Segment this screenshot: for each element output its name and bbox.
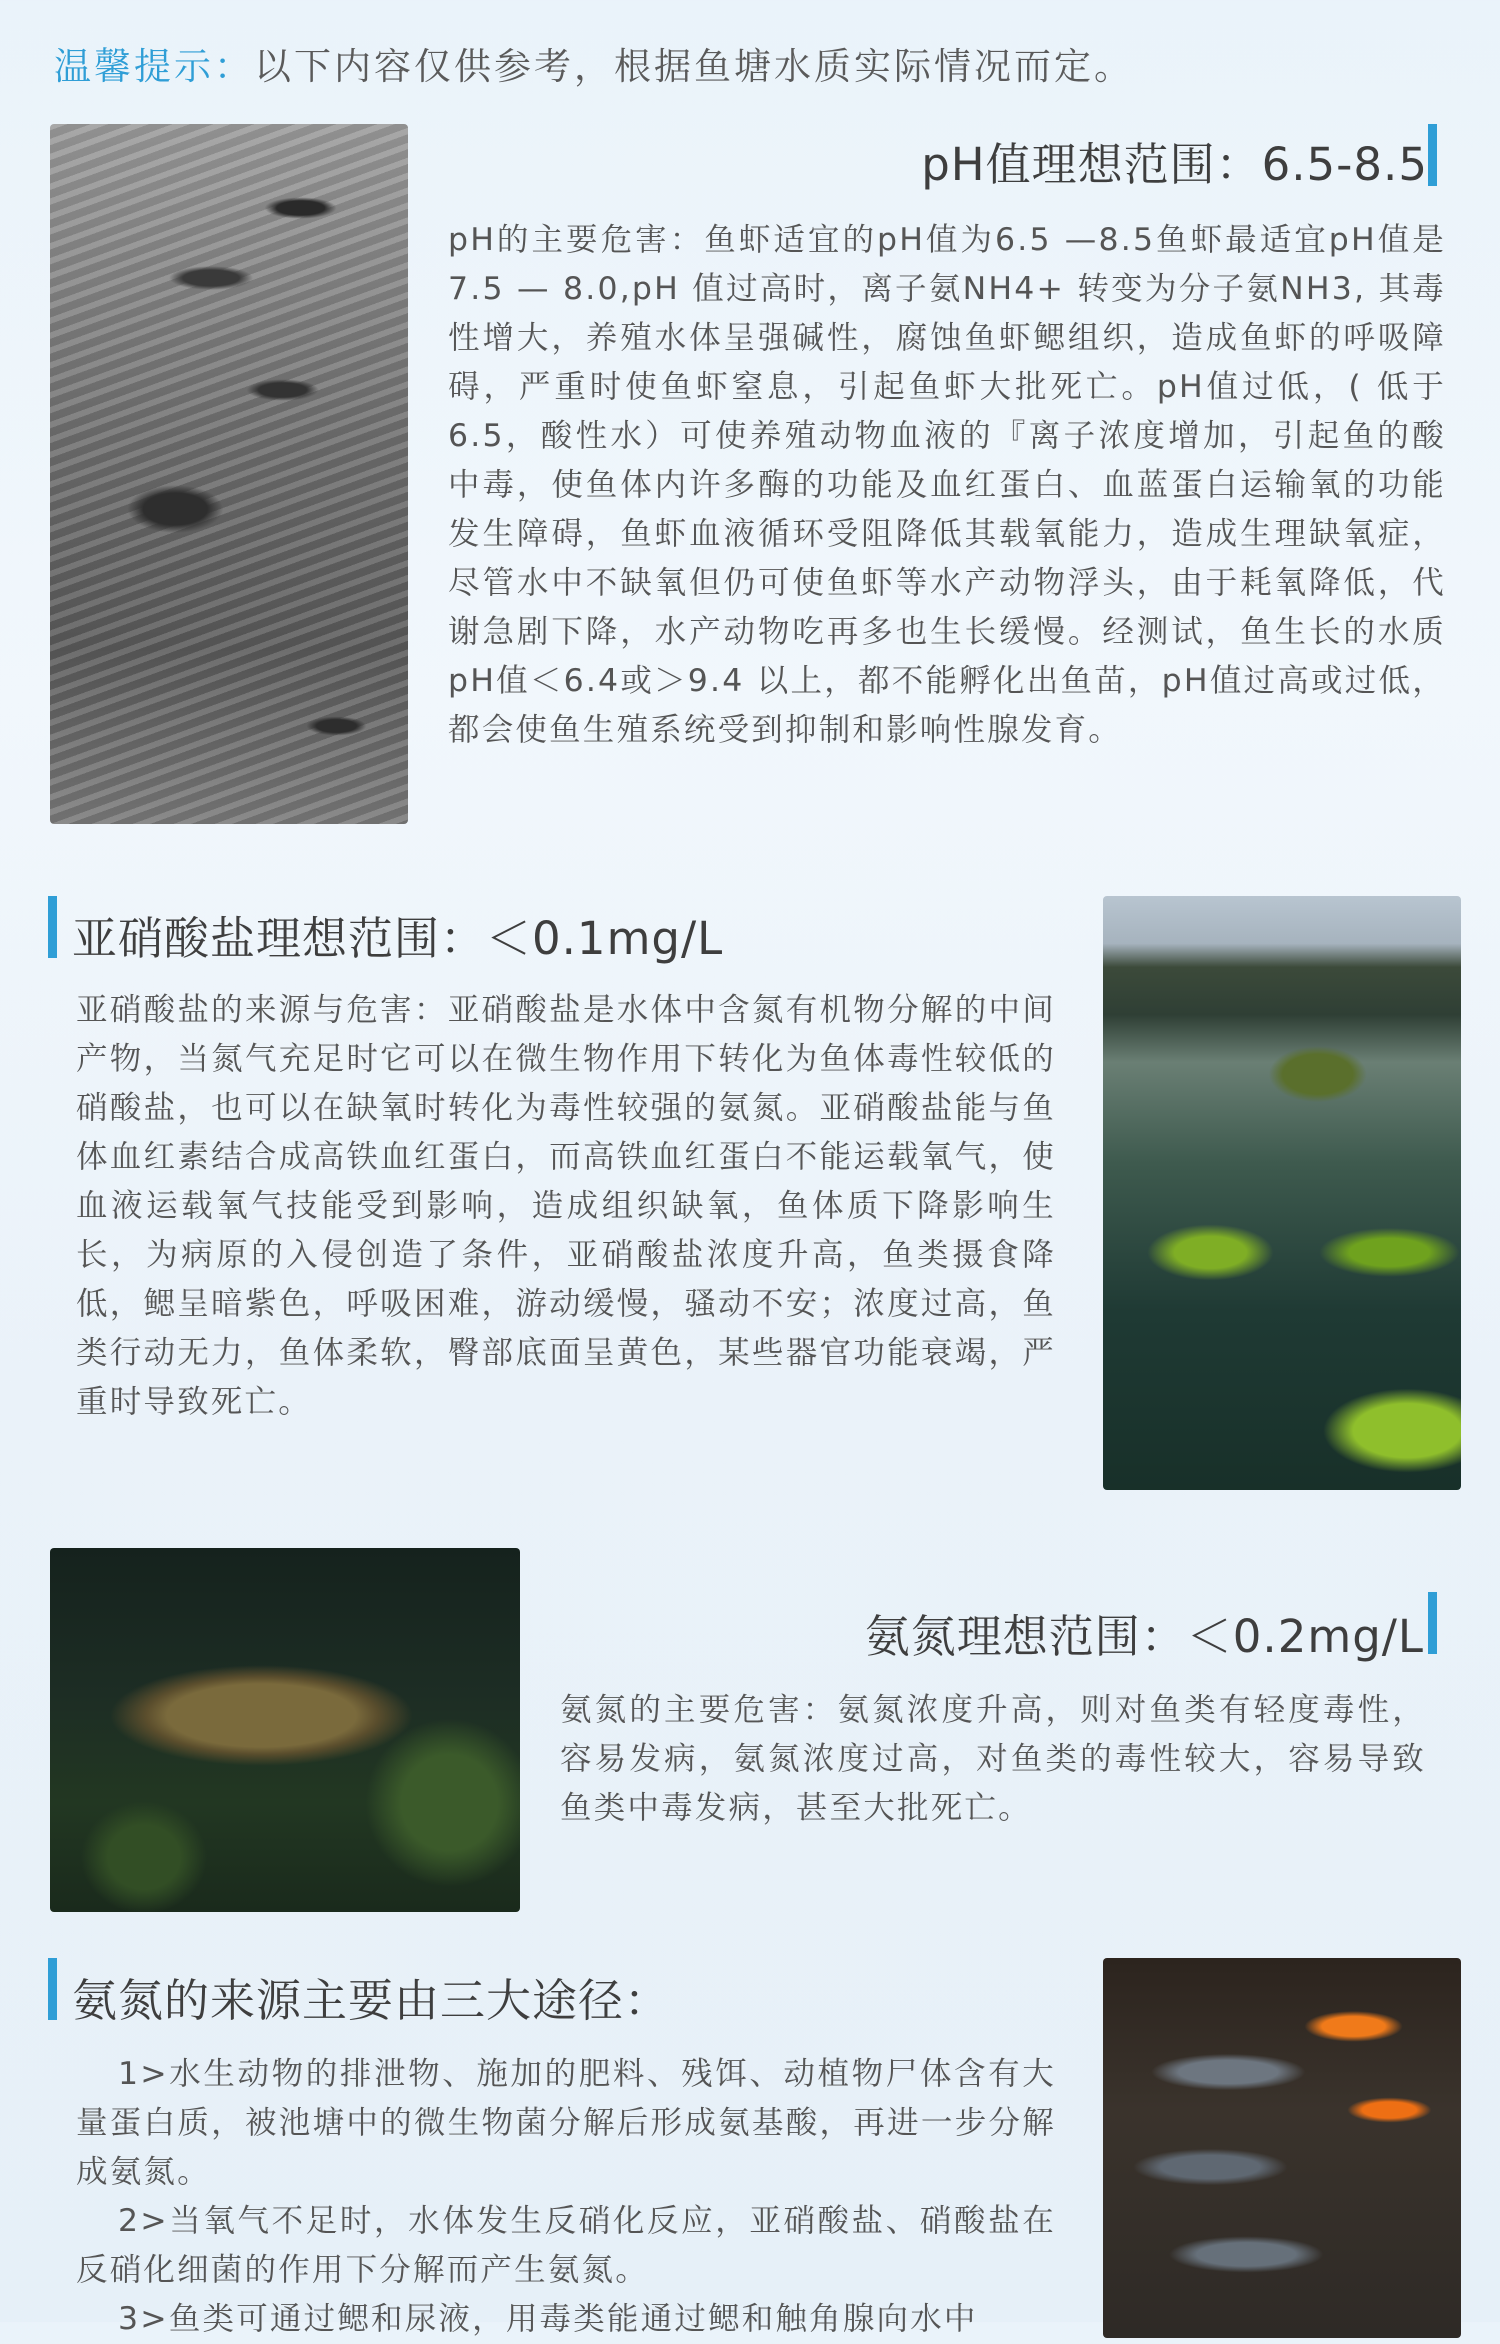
tip-text: 以下内容仅供参考，根据鱼塘水质实际情况而定。 <box>254 45 1134 88</box>
ammonia-title: 氨氮理想范围：＜0.2mg/L <box>864 1610 1424 1663</box>
tip-label: 温馨提示： <box>54 45 254 88</box>
sources-title-accent-bar <box>48 1958 57 2020</box>
nitrite-title-accent-bar <box>48 896 57 958</box>
fish-leaping-water-photo <box>50 124 408 824</box>
sources-title: 氨氮的来源主要由三大途径： <box>72 1974 671 2027</box>
ph-title-accent-bar <box>1428 124 1437 186</box>
sources-item-1: 1>水生动物的排泄物、施加的肥料、残饵、动植物尸体含有大量蛋白质，被池塘中的微生物菌分解后形成氨基酸，再进一步分解成氨氮。 <box>76 2056 1056 2190</box>
nitrite-body: 亚硝酸盐的来源与危害：亚硝酸盐是水体中含氮有机物分解的中间产物，当氮气充足时它可以在微生物作用下转化为鱼体毒性较低的硝酸盐，也可以在缺氧时转化为毒性较强的氨氮。亚硝酸盐能与鱼体血红素结合成高铁血红蛋白，而高铁血红蛋白不能运载氧气，使血液运载氧气技能受到影响，造成组织缺氧，鱼体质下降影响生长，为病原的入侵创造了条件，亚硝酸盐浓度升高，鱼类摄食降低，鳃呈暗紫色，呼吸困难，游动缓慢，骚动不安；浓度过高，鱼类行动无力，鱼体柔软，臀部底面呈黄色，某些器官功能衰竭，严重时导致死亡。 <box>76 992 1056 1420</box>
koi-pond-photo <box>1103 1958 1461 2338</box>
ammonia-body: 氨氮的主要危害：氨氮浓度升高，则对鱼类有轻度毒性，容易发病，氨氮浓度过高，对鱼类的毒性较大，容易导致鱼类中毒发病，甚至大批死亡。 <box>560 1692 1426 1826</box>
ph-body: pH的主要危害：鱼虾适宜的pH值为6.5 —8.5鱼虾最适宜pH值是7.5 — 8.0,pH 值过高时，离子氨NH4+ 转变为分子氨NH3, 其毒性增大，养殖水体呈强碱性，腐蚀鱼虾鳃组织，造成鱼虾的呼吸障碍，严重时使鱼虾窒息，引起鱼虾大批死亡。pH值过低，( 低于6.5，酸性水）可使养殖动物血液的『离子浓度增加，引起鱼的酸中毒，使鱼体内许多酶的功能及血红蛋白、血蓝蛋白运输氧的功能发生障碍，鱼虾血液循环受阻降低其载氧能力，造成生理缺氧症，尽管水中不缺氧但仍可使鱼虾等水产动物浮头，由于耗氧降低，代谢急剧下降，水产动物吃再多也生长缓慢。经测试，鱼生长的水质pH值＜6.4或＞9.4 以上，都不能孵化出鱼苗，pH值过高或过低，都会使鱼生殖系统受到抑制和影响性腺发育。 <box>448 222 1446 748</box>
ammonia-title-accent-bar <box>1428 1592 1437 1654</box>
sources-item-2: 2>当氧气不足时，水体发生反硝化反应，亚硝酸盐、硝酸盐在反硝化细菌的作用下分解而产生氨氮。 <box>76 2203 1056 2288</box>
tip-line <box>54 36 1134 90</box>
sources-item-3: 3>鱼类可通过鳃和尿液，用毒类能通过鳃和触角腺向水中 <box>118 2301 978 2337</box>
karst-river-algae-photo <box>1103 896 1461 1490</box>
carp-aquarium-photo <box>50 1548 520 1912</box>
nitrite-title: 亚硝酸盐理想范围：＜0.1mg/L <box>72 912 724 965</box>
sources-list <box>76 2050 1056 2344</box>
ph-title: pH值理想范围：6.5-8.5 <box>921 138 1428 191</box>
